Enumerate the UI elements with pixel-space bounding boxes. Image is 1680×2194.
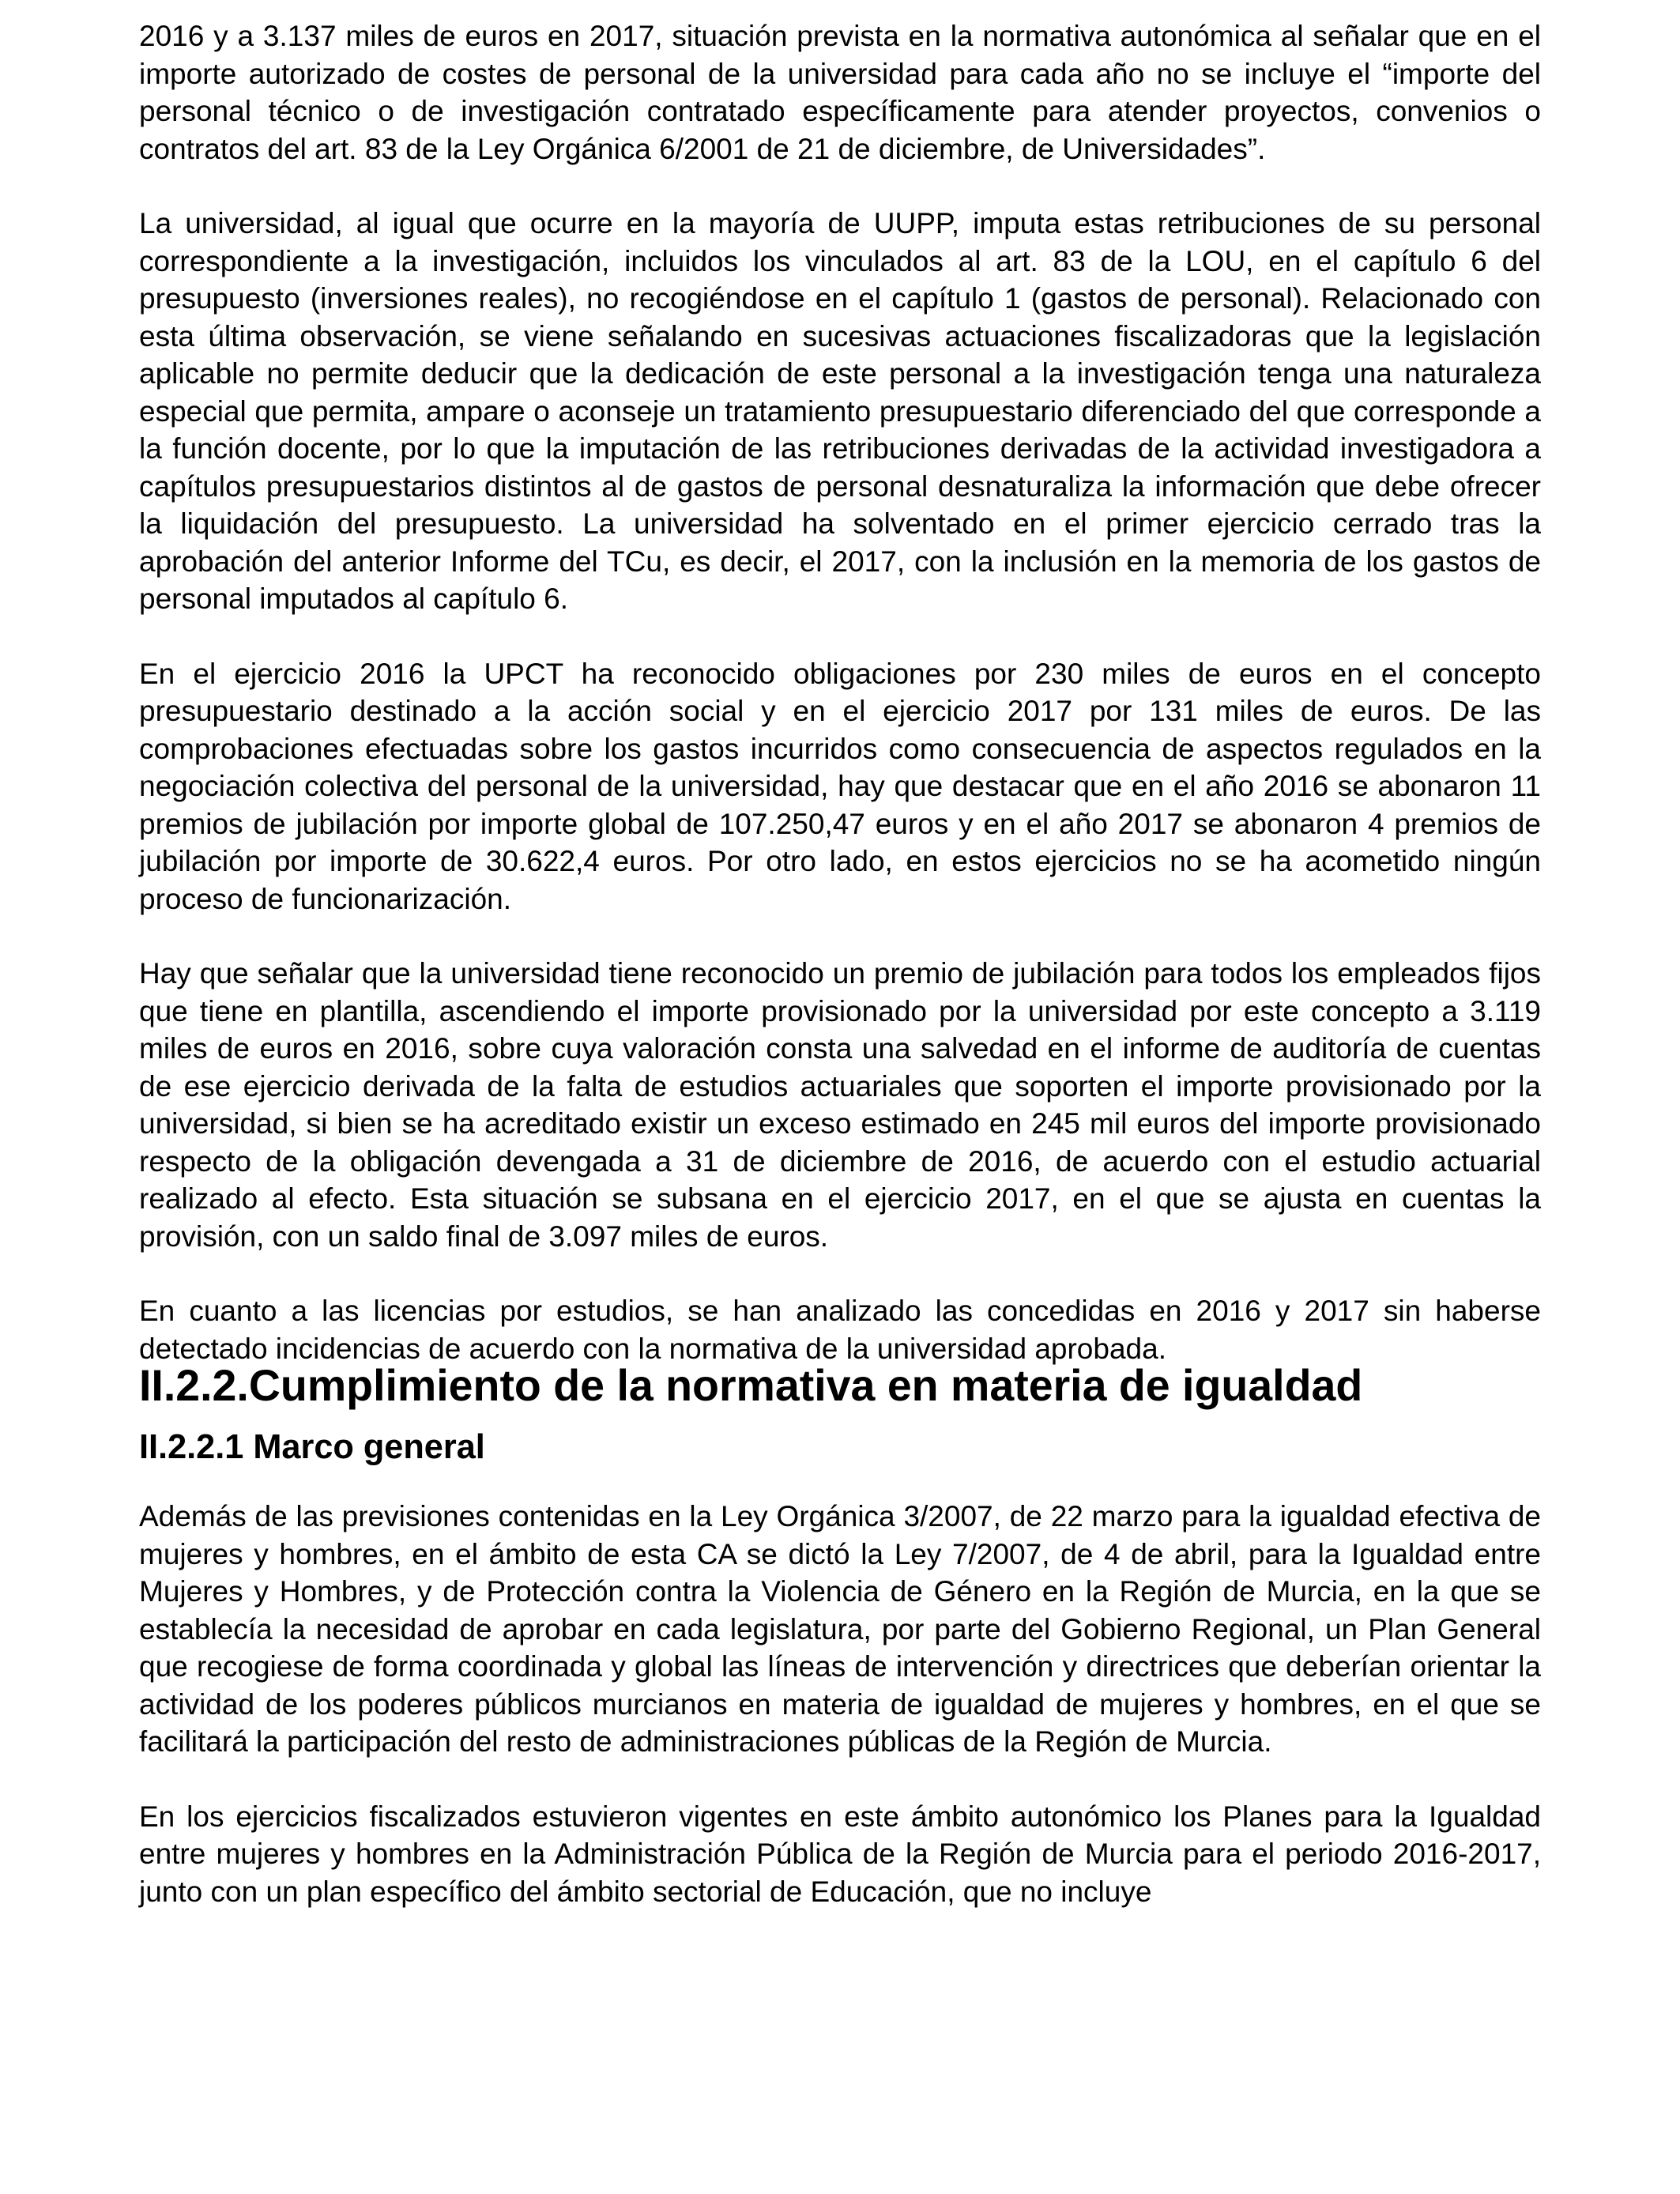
section-heading (139, 1361, 1541, 1410)
paragraph-accion-social: En el ejercicio 2016 la UPCT ha reconocido obligaciones por 230 miles de euros en el concepto presupuestario destinado a la acción social y en el ejercicio 2017 por 131 miles de euros. De las comprobaciones efectuadas sobre los gastos incurridos como consecuencia de aspectos regulados en la negociación colectiva del personal de la universidad, hay que destacar que en el año 2016 se abonaron 11 premios de jubilación por importe global de 107.250,47 euros y en el año 2017 se abonaron 4 premios de jubilación por importe de 30.622,4 euros. Por otro lado, en estos ejercicios no se ha acometido ningún proceso de funcionarización. (139, 657, 1541, 915)
section-number: II.2.2. (139, 1361, 249, 1410)
document-page (139, 17, 1541, 1910)
paragraph-licencias-estudios: En cuanto a las licencias por estudios, se han analizado las concedidas en 2016 y 2017 sin haberse detectado incidencias de acuerdo con la normativa de la universidad aprobada. (139, 1295, 1541, 1365)
paragraph-planes-igualdad: En los ejercicios fiscalizados estuvieron vigentes en este ámbito autonómico los Planes para la Igualdad entre mujeres y hombres en la Administración Pública de la Región de Murcia para el periodo 2016-2017, junto con un plan específico del ámbito sectorial de Educación, que no incluye (139, 1800, 1541, 1908)
section-title: Cumplimiento de la normativa en materia de igualdad (248, 1361, 1363, 1410)
paragraph-marco-legal: Además de las previsiones contenidas en la Ley Orgánica 3/2007, de 22 marzo para la igualdad efectiva de mujeres y hombres, en el ámbito de esta CA se dictó la Ley 7/2007, de 4 de abril, para la Igualdad entre Mujeres y Hombres, y de Protección contra la Violencia de Género en la Región de Murcia, en la que se establecía la necesidad de aprobar en cada legislatura, por parte del Gobierno Regional, un Plan General que recogiese de forma coordinada y global las líneas de intervención y directrices que deberían orientar la actividad de los poderes públicos murcianos en materia de igualdad de mujeres y hombres, en el que se facilitará la participación del resto de administraciones públicas de la Región de Murcia. (139, 1500, 1541, 1758)
subsection-heading: II.2.2.1 Marco general (139, 1427, 485, 1466)
paragraph-premio-jubilacion: Hay que señalar que la universidad tiene reconocido un premio de jubilación para todos los empleados fijos que tiene en plantilla, ascendiendo el importe provisionado por la universidad por este concepto a 3.119 miles de euros en 2016, sobre cuya valoración consta una salvedad en el informe de auditoría de cuentas de ese ejercicio derivada de la falta de estudios actuariales que soporten el importe provisionado por la universidad, si bien se ha acreditado existir un exceso estimado en 245 mil euros del importe provisionado respecto de la obligación devengada a 31 de diciembre de 2016, de acuerdo con el estudio actuarial realizado al efecto. Esta situación se subsana en el ejercicio 2017, en el que se ajusta en cuentas la provisión, con un saldo final de 3.097 miles de euros. (139, 957, 1541, 1253)
paragraph-personal-investigacion: 2016 y a 3.137 miles de euros en 2017, situación prevista en la normativa autonómica al señalar que en el importe autorizado de costes de personal de la universidad para cada año no se incluye el “importe del personal técnico o de investigación contratado específicamente para atender proyectos, convenios o contratos del art. 83 de la Ley Orgánica 6/2001 de 21 de diciembre, de Universidades”. (139, 20, 1541, 165)
paragraph-imputacion-capitulo-6: La universidad, al igual que ocurre en la mayoría de UUPP, imputa estas retribuciones de su personal correspondiente a la investigación, incluidos los vinculados al art. 83 de la LOU, en el capítulo 6 del presupuesto (inversiones reales), no recogiéndose en el capítulo 1 (gastos de personal). Relacionado con esta última observación, se viene señalando en sucesivas actuaciones fiscalizadoras que la legislación aplicable no permite deducir que la dedicación de este personal a la investigación tenga una naturaleza especial que permita, ampare o aconseje un tratamiento presupuestario diferenciado del que corresponde a la función docente, por lo que la imputación de las retribuciones derivadas de la actividad investigadora a capítulos presupuestarios distintos al de gastos de personal desnaturaliza la información que debe ofrecer la liquidación del presupuesto. La universidad ha solventado en el primer ejercicio cerrado tras la aprobación del anterior Informe del TCu, es decir, el 2017, con la inclusión en la memoria de los gastos de personal imputados al capítulo 6. (139, 207, 1541, 615)
